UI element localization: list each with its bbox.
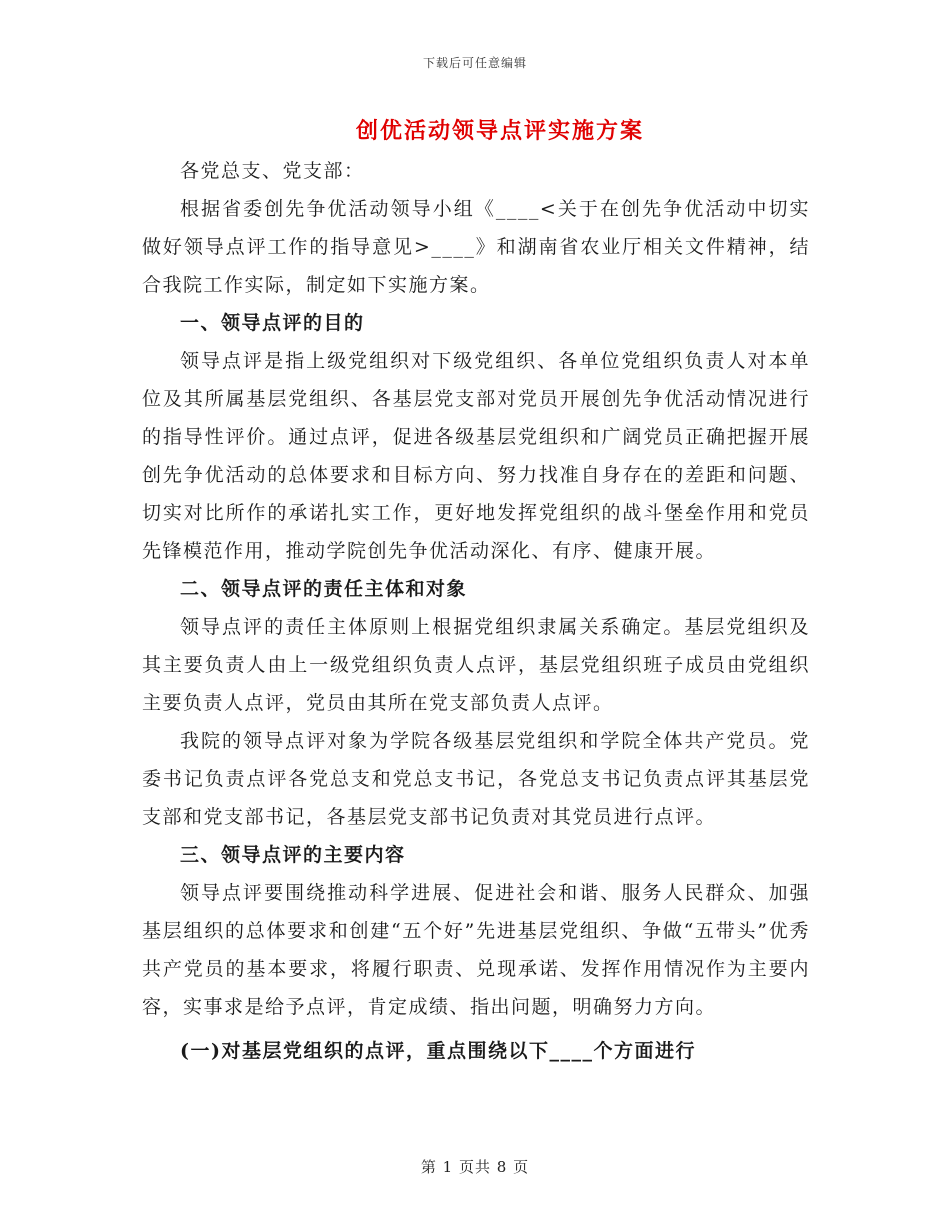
intro-paragraph: 根据省委创先争优活动领导小组《____<关于在创先争优活动中切实做好领导点评工作的指导意见>____》和湖南省农业厅相关文件精神，结合我院工作实际，制定如下实施方案。: [142, 198, 810, 296]
section-heading-subjects: 二、领导点评的责任主体和对象: [180, 578, 468, 600]
document-title: 创优活动领导点评实施方案: [355, 118, 644, 144]
subjects-paragraph-2: 我院的领导点评对象为学院各级基层党组织和学院全体共产党员。党委书记负责点评各党总支和党总支书记，各党总支书记负责点评其基层党支部和党支部书记，各基层党支部书记负责对其党员进行点评。: [142, 730, 810, 828]
section-heading-content: 三、领导点评的主要内容: [180, 844, 406, 866]
purpose-paragraph: 领导点评是指上级党组织对下级党组织、各单位党组织负责人对本单位及其所属基层党组织、各基层党支部对党员开展创先争优活动情况进行的指导性评价。通过点评，促进各级基层党组织和广阔党员正确把握开展创先争优活动的总体要求和目标方向、努力找准自身存在的差距和问题、切实对比所作的承诺扎实工作，更好地发挥党组织的战斗堡垒作用和党员先锋模范作用，推动学院创先争优活动深化、有序、健康开展。: [142, 350, 810, 562]
subjects-paragraph-1: 领导点评的责任主体原则上根据党组织隶属关系确定。基层党组织及其主要负责人由上一级党组织负责人点评，基层党组织班子成员由党组织主要负责人点评，党员由其所在党支部负责人点评。: [142, 616, 810, 714]
page-number-footer: 第 1 页共 8 页: [420, 1158, 530, 1176]
document-body: [142, 152, 810, 1070]
page-header-note: 下载后可任意编辑: [422, 56, 527, 70]
section-heading-purpose: 一、领导点评的目的: [180, 312, 365, 334]
subsection-heading-1: (一)对基层党组织的点评，重点围绕以下____个方面进行: [180, 1040, 696, 1062]
content-paragraph: 领导点评要围绕推动科学进展、促进社会和谐、服务人民群众、加强基层组织的总体要求和创建“五个好”先进基层党组织、争做“五带头”优秀共产党员的基本要求，将履行职责、兑现承诺、发挥作用情况作为主要内容，实事求是给予点评，肯定成绩、指出问题，明确努力方向。: [142, 882, 810, 1018]
salutation: 各党总支、党支部：: [180, 160, 365, 182]
